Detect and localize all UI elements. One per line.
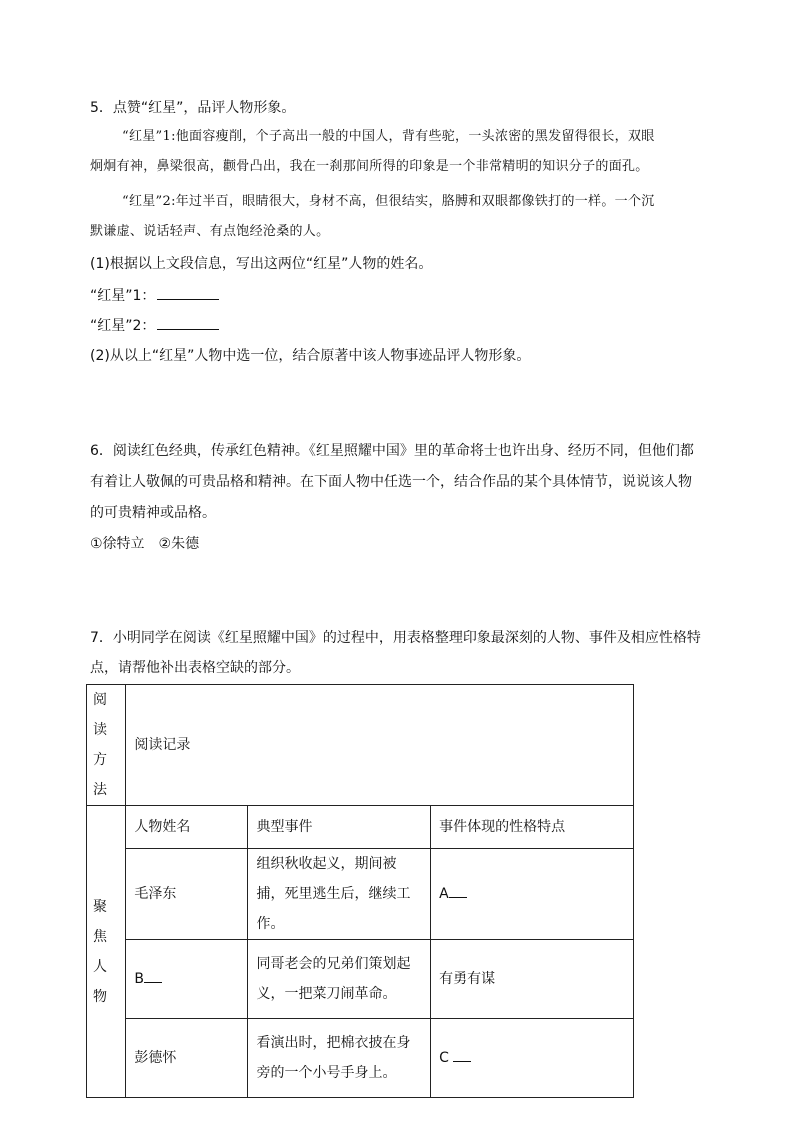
row3-event: 看演出时，把棉衣披在身旁的一个小号手身上。 <box>248 1019 431 1098</box>
col-trait-header: 事件体现的性格特点 <box>431 806 634 849</box>
row1-trait-label: A <box>439 886 449 902</box>
q5-fill1 <box>90 286 219 306</box>
q7-line1: 7．小明同学在阅读《红星照耀中国》的过程中，用表格整理印象最深刻的人物、事件及相应性格特 <box>90 630 701 646</box>
q5-fill2 <box>90 316 219 336</box>
q5-quote2-line1: “红星”2:年过半百，眼睛很大，身材不高，但很结实，胳膊和双眼都像铁打的一样。一个沉 <box>122 194 655 209</box>
table-row <box>87 940 634 1019</box>
group-label-cell: 聚焦人物 <box>87 806 126 1098</box>
row1-trait-blank[interactable] <box>449 883 467 898</box>
q6-line2: 有着让人敬佩的可贵品格和精神。在下面人物中任选一个，结合作品的某个具体情节，说说该人物 <box>90 474 692 490</box>
row3-name: 彭德怀 <box>126 1019 248 1098</box>
row3-trait-blank[interactable] <box>453 1047 471 1062</box>
row3-trait-label: C <box>439 1050 454 1066</box>
row1-event: 组织秋收起义，期间被捕，死里逃生后，继续工作。 <box>248 849 431 940</box>
q5-title: 5．点赞“红星”，品评人物形象。 <box>90 100 296 116</box>
row2-event: 同哥老会的兄弟们策划起义，一把菜刀闹革命。 <box>248 940 431 1019</box>
q7-line2: 点，请帮他补出表格空缺的部分。 <box>90 660 300 676</box>
col-name-header: 人物姓名 <box>126 806 248 849</box>
q5-fill1-blank[interactable] <box>157 286 219 300</box>
q6-options: ①徐特立 ②朱德 <box>90 536 200 552</box>
q5-quote1-line1: “红星”1:他面容瘦削，个子高出一般的中国人，背有些驼，一头浓密的黑发留得很长，双眼 <box>122 129 655 144</box>
row2-name-label: B <box>134 971 144 987</box>
row2-name-blank[interactable] <box>144 968 162 983</box>
table-row <box>87 849 634 940</box>
record-header-cell: 阅读记录 <box>126 685 634 806</box>
method-header-cell: 阅读方法 <box>87 685 126 806</box>
row2-name <box>126 940 248 1019</box>
table-header-row <box>87 685 634 806</box>
q6-line3: 的可贵精神或品格。 <box>90 505 216 521</box>
q5-quote1-line2: 炯炯有神，鼻梁很高，颧骨凸出，我在一刹那间所得的印象是一个非常精明的知识分子的面孔。 <box>90 159 649 174</box>
q6-line1: 6．阅读红色经典，传承红色精神。《红星照耀中国》里的革命将士也许出身、经历不同，但他们都 <box>90 443 694 459</box>
q5-sub1: (1)根据以上文段信息，写出这两位“红星”人物的姓名。 <box>90 256 433 272</box>
q5-sub2: (2)从以上“红星”人物中选一位，结合原著中该人物事迹品评人物形象。 <box>90 348 531 364</box>
q5-quote2-line2: 默谦虚、说话轻声、有点饱经沧桑的人。 <box>90 224 330 239</box>
table-row <box>87 1019 634 1098</box>
column-header-row <box>87 806 634 849</box>
q5-fill2-blank[interactable] <box>157 316 219 330</box>
row2-trait: 有勇有谋 <box>431 940 634 1019</box>
q5-fill1-label: “红星”1： <box>90 288 156 304</box>
row1-name: 毛泽东 <box>126 849 248 940</box>
row1-trait <box>431 849 634 940</box>
reading-record-table <box>86 684 634 1098</box>
row3-trait <box>431 1019 634 1098</box>
col-event-header: 典型事件 <box>248 806 431 849</box>
q5-fill2-label: “红星”2： <box>90 318 156 334</box>
